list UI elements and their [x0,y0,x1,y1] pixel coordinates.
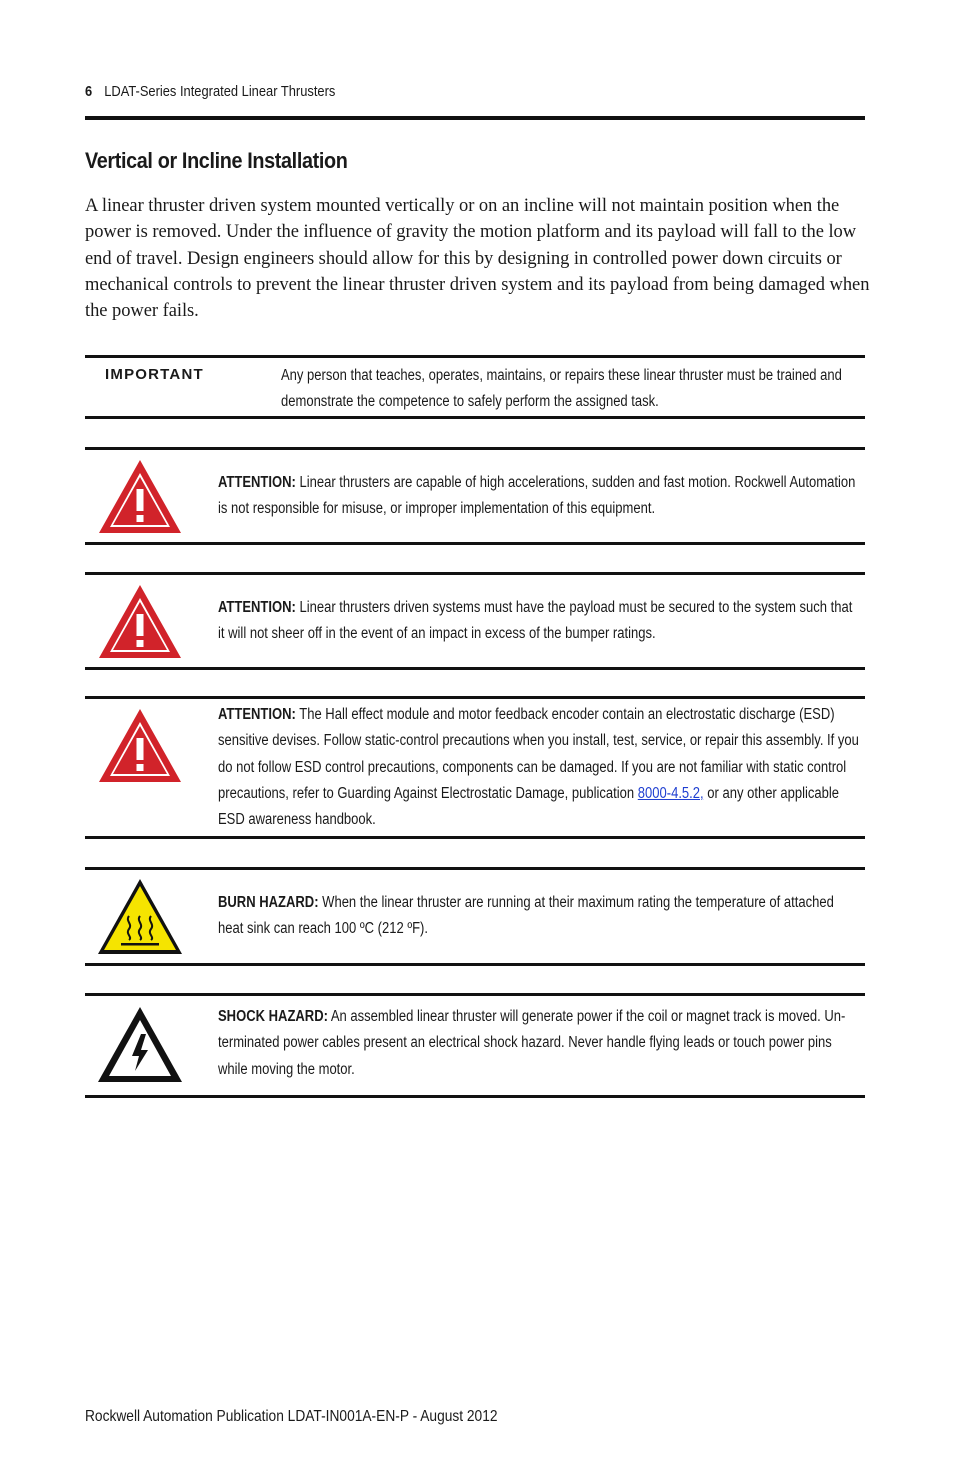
attention-message: Linear thrusters driven systems must have the payload must be secured to the system such that it will not sheer off in the event of an impact in excess of the bumper ratings. [218,599,853,643]
attention-triangle-icon [95,705,185,785]
burn-hazard-text [218,890,861,943]
burn-hazard-notice [85,867,865,966]
publication-link[interactable]: 8000-4.5.2, [637,784,704,802]
important-label: IMPORTANT [105,366,204,383]
page-number: 6 [85,83,93,100]
attention-message-tail: or any other applicable ESD awareness handbook. [218,784,840,829]
burn-hazard-message: When the linear thruster are running at their maximum rating the temperature of attached heat sink can reach 100 ºC (212 ºF). [218,894,834,938]
important-text: Any person that teaches, operates, maintains, or repairs these linear thruster must be trained and demonstrate the competence to safely perform the assigned task. [281,367,842,410]
header-rule [85,116,865,120]
attention-notice-1 [85,447,865,545]
shock-hazard-text [218,1004,861,1083]
attention-notice-3-text [218,702,861,833]
burn-hazard-keyword: BURN HAZARD: [218,894,319,911]
page-footer: Rockwell Automation Publication LDAT-IN001A-EN-P - August 2012 [85,1408,498,1425]
attention-keyword: ATTENTION: [218,474,296,491]
attention-triangle-icon [95,456,185,536]
attention-keyword: ATTENTION: [218,599,296,616]
running-header [85,83,756,100]
attention-notice-1-text [218,470,861,523]
attention-notice-2-text [218,595,861,648]
attention-notice-2 [85,572,865,670]
shock-hazard-icon [95,1004,185,1084]
important-box [85,355,865,419]
shock-hazard-notice [85,993,865,1098]
attention-notice-3 [85,696,865,839]
attention-message: Linear thrusters are capable of high accelerations, sudden and fast motion. Rockwell Automation is not responsible for misuse, or improper implementation of this equipment. [218,474,856,518]
attention-keyword: ATTENTION: [218,706,296,723]
burn-hazard-icon [95,876,185,956]
attention-triangle-icon [95,581,185,661]
document-title: LDAT-Series Integrated Linear Thrusters [104,83,336,100]
intro-paragraph: A linear thruster driven system mounted vertically or on an incline will not maintain position when the power is removed. Under the influence of gravity the motion platform and its payload will fall to the low end of travel. Design engineers should allow for this by designing in controlled power down circuits or mechanical controls to prevent the linear thruster driven system and its payload from being damaged when the power fails. [85,196,870,322]
shock-hazard-keyword: SHOCK HAZARD: [218,1008,328,1025]
attention-message: The Hall effect module and motor feedback encoder contain an electrostatic discharge (ESD) sensitive devises. Follow static-control precautions when you install, test, service, or repair this assembly. If you do not follow ESD control precautions, components can be damaged. If you are not familiar with static control precautions, refer to Guarding Against Electrostatic Damage, publication [218,706,859,802]
shock-hazard-message: An assembled linear thruster will generate power if the coil or magnet track is moved. Un-terminated power cables present an electrical shock hazard. Never handle flying leads or touch power pins while moving the motor. [218,1008,846,1078]
section-title: Vertical or Incline Installation [85,148,348,173]
